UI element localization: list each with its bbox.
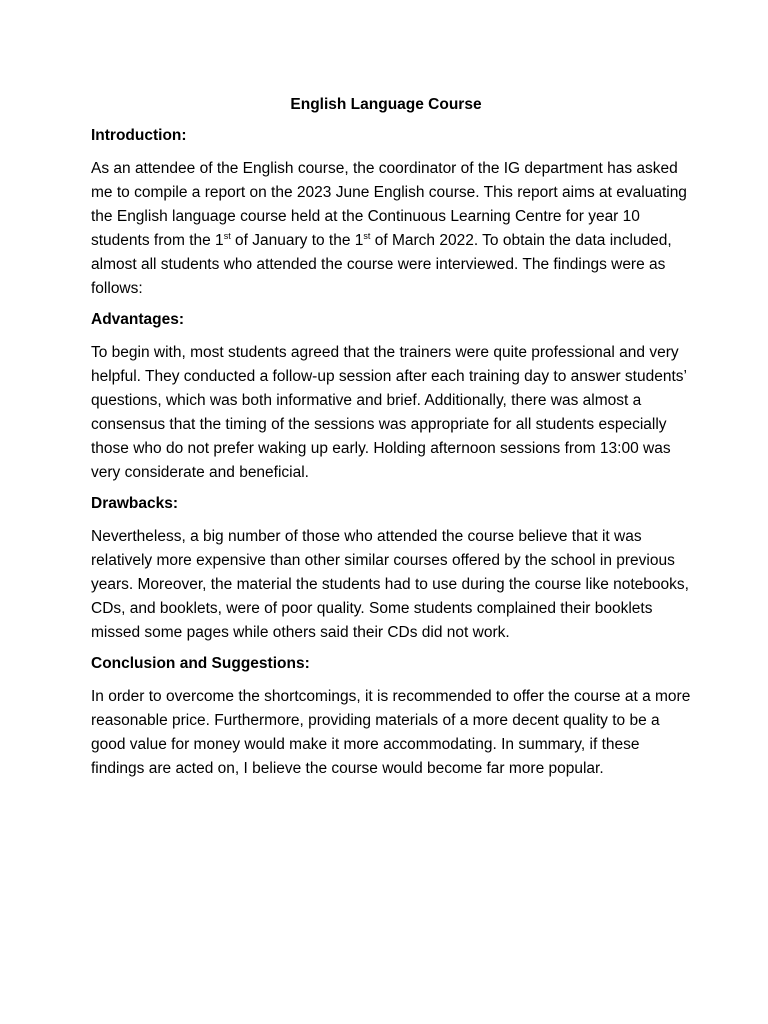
introduction-heading: Introduction: [91, 127, 187, 144]
conclusion-heading: Conclusion and Suggestions: [91, 655, 310, 672]
advantages-heading: Advantages: [91, 311, 185, 328]
advantages-paragraph: To begin with, most students agreed that the trainers were quite professional and very helpful. They conducted a follow-up session after each training day to answer students’ questions, which was both informative and brief. Additionally, there was almost a consensus that the timing of the sessions was appropriate for all students especially those who do not prefer waking up early. Holding afternoon sessions from 13:00 was very considerate and beneficial. [91, 344, 687, 481]
introduction-paragraph [91, 157, 691, 301]
introduction-text-part3: of March 2022. To obtain the data included, almost all students who attended the course were interviewed. The findings were as follows: [91, 232, 672, 297]
drawbacks-paragraph: Nevertheless, a big number of those who attended the course believe that it was relatively more expensive than other similar courses offered by the school in previous years. Moreover, the material the students had to use during the course like notebooks, CDs, and booklets, were of poor quality. Some students complained their booklets missed some pages while others said their CDs did not work. [91, 528, 689, 641]
document-body [91, 95, 691, 790]
conclusion-paragraph: In order to overcome the shortcomings, it is recommended to offer the course at a more reasonable price. Furthermore, providing materials of a more decent quality to be a good value for money would make it more accommodating. In summary, if these findings are acted on, I believe the course would become far more popular. [91, 688, 691, 777]
ordinal-suffix-1: st [223, 230, 231, 241]
introduction-text-part2: of January to the 1 [230, 232, 364, 249]
document-title: English Language Course [290, 96, 482, 113]
ordinal-suffix-2: st [363, 230, 371, 241]
drawbacks-heading: Drawbacks: [91, 495, 179, 512]
introduction-text-part1: As an attendee of the English course, the coordinator of the IG department has asked me to compile a report on the 2023 June English course. This report aims at evaluating the English language course held at the Continuous Learning Centre for year 10 students from the 1 [91, 160, 687, 249]
